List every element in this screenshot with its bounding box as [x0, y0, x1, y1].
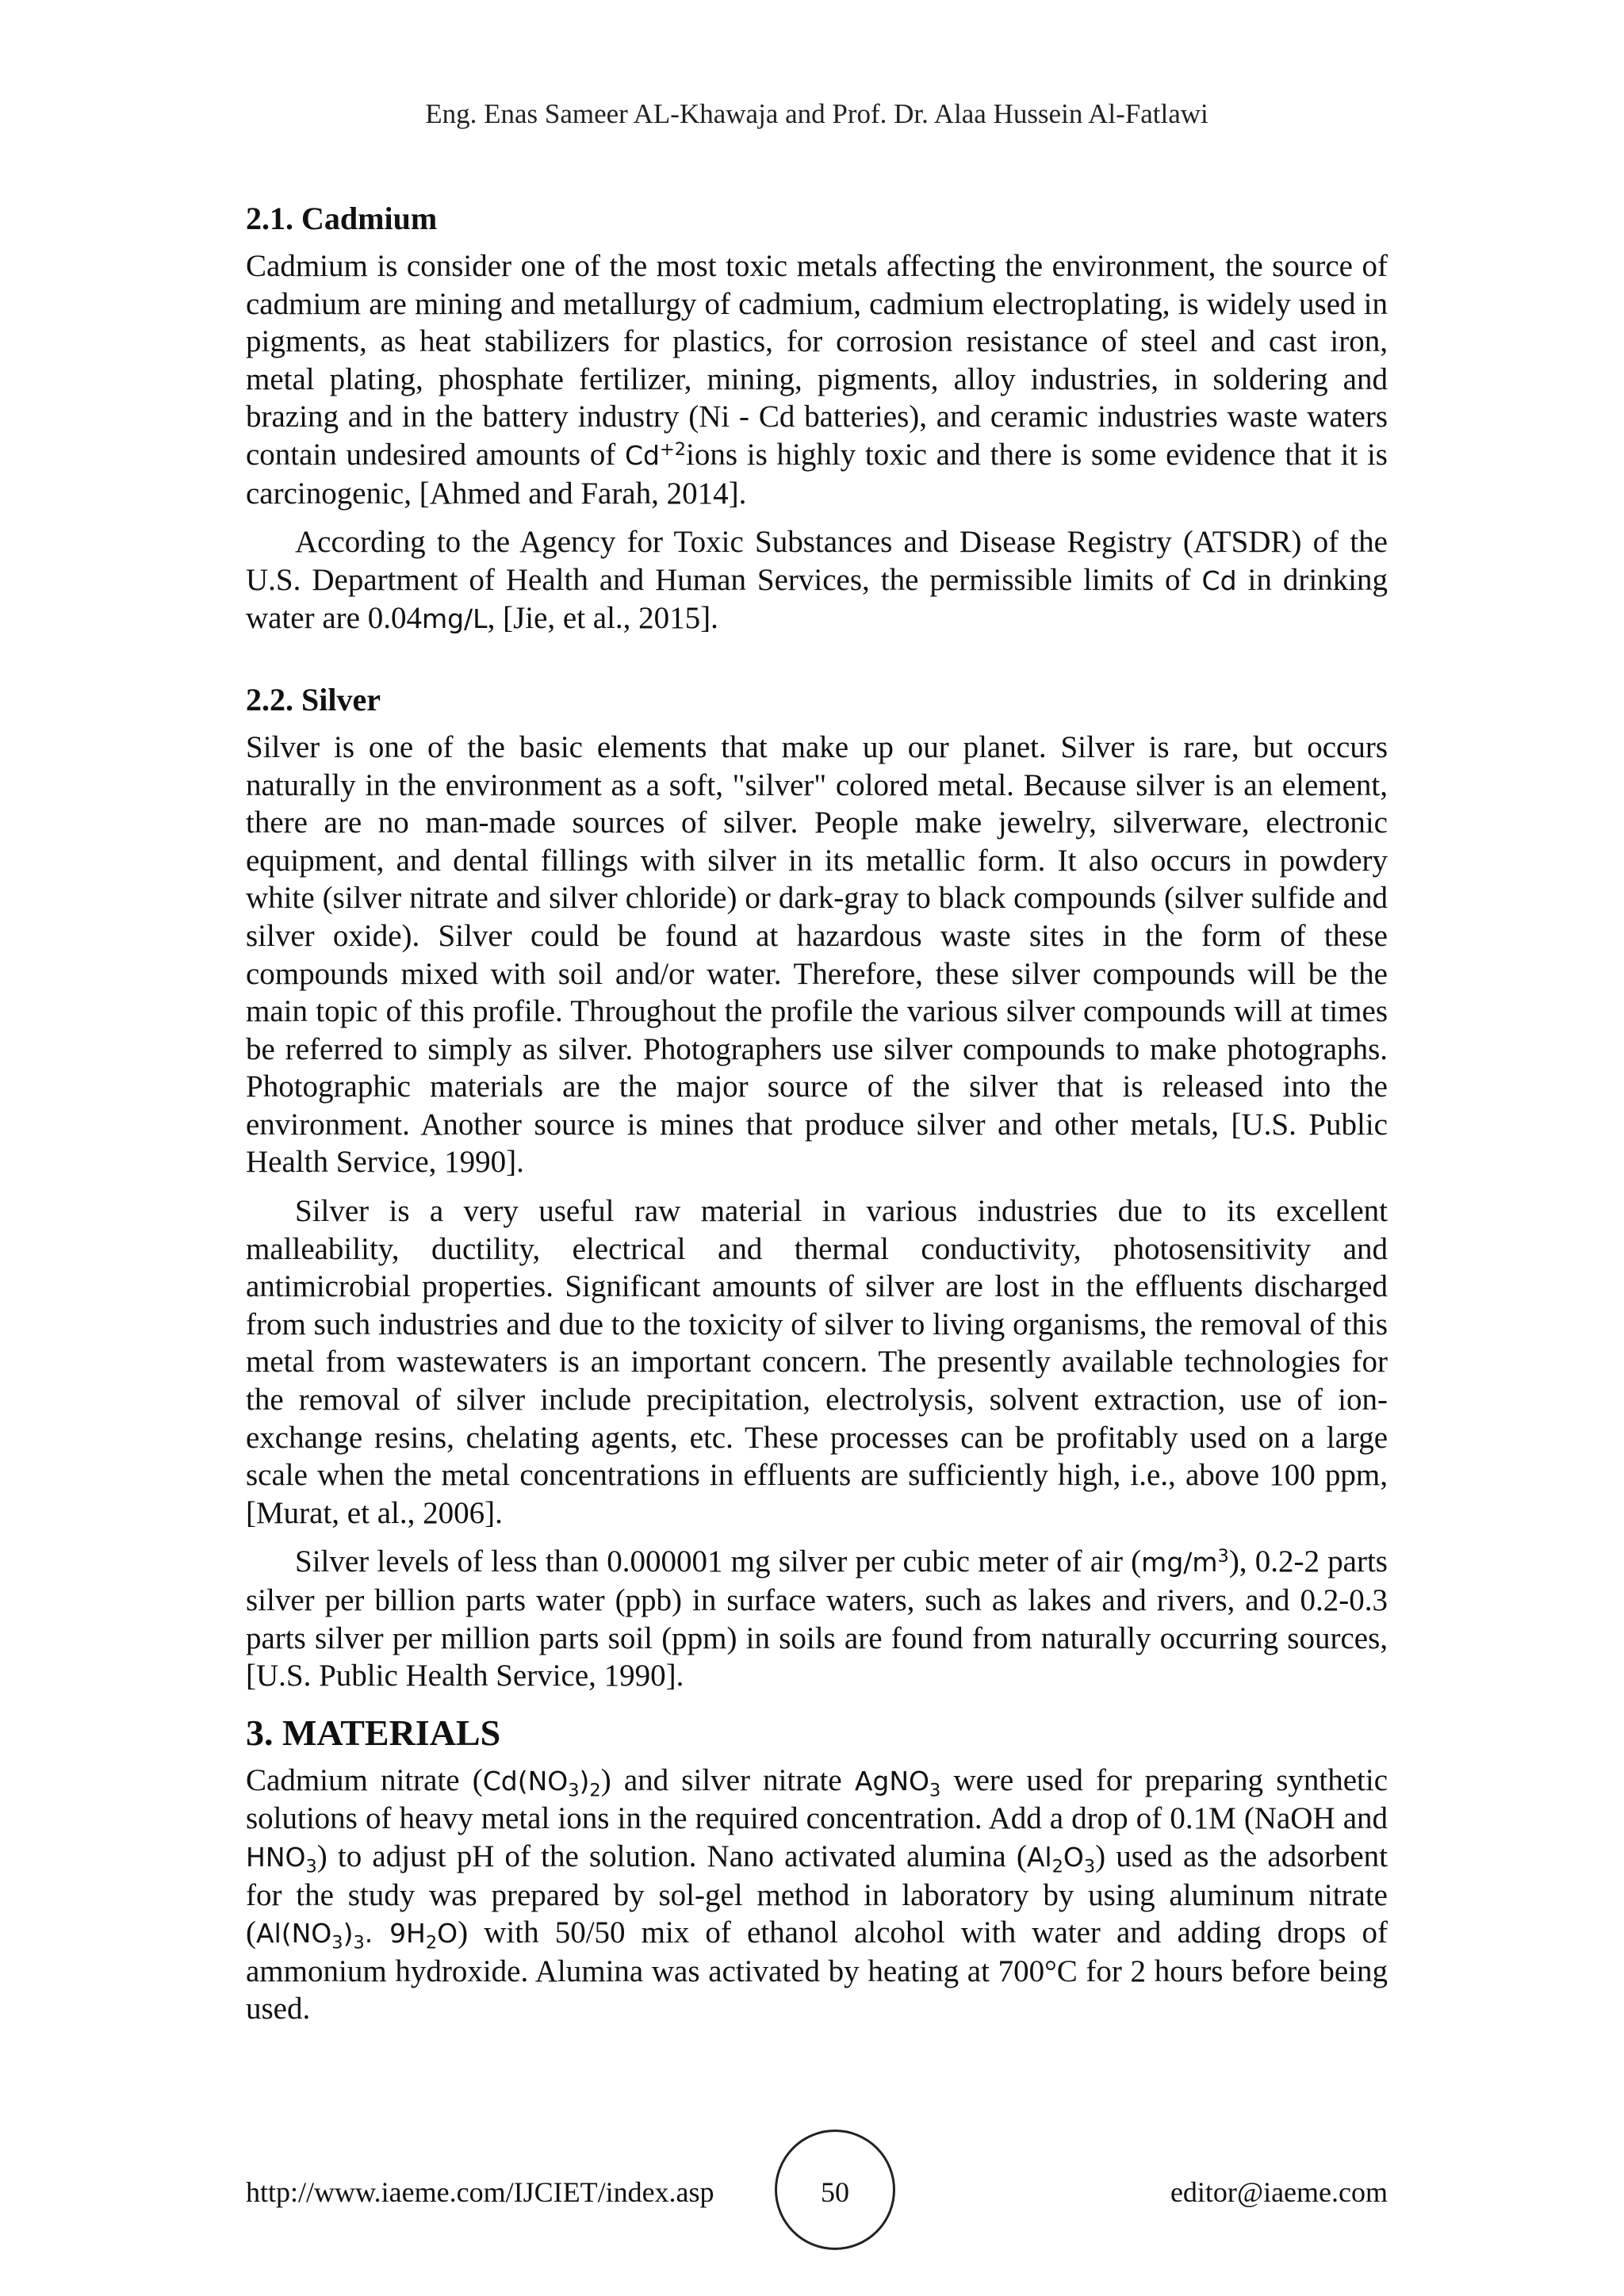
formula-part: O	[437, 1918, 458, 1950]
formula-subscript: 3	[1083, 1856, 1096, 1877]
formula-symbol: Cd	[624, 439, 660, 471]
text-run: ), 0.2-2 parts silver per billion parts water (ppb) in surface waters, such as lakes and rivers, and 0.2-0.3 parts silver per million parts soil (ppm) in soils are found from naturally occurring sources, [U.S. Public Health Service, 1990].	[246, 1544, 1388, 1693]
formula-part: Al	[1026, 1841, 1052, 1873]
formula-subscript: 3	[331, 1932, 343, 1954]
text-run: ) and silver nitrate	[600, 1762, 855, 1797]
paragraph-silver-2: Silver is a very useful raw material in various industries due to its excellent malleability, ductility, electrical and thermal conductivity, photosensitivity and antimicrobial properties. Significant amounts of silver are lost in the effluents discharged from such industries and due to the toxicity of silver to living organisms, the removal of this metal from wastewaters is an important concern. The presently available technologies for the removal of silver include precipitation, electrolysis, solvent extraction, use of ion-exchange resins, chelating agents, etc. These processes can be profitably used on a large scale when the metal concentrations in effluents are sufficiently high, i.e., above 100 ppm, [Murat, et al., 2006].	[246, 1194, 1388, 1530]
paragraph-cadmium-1	[246, 247, 1388, 512]
main-content	[246, 195, 1388, 2039]
section-heading-cadmium: 2.1. Cadmium	[246, 201, 438, 236]
text-run: Cadmium is consider one of the most toxic metals affecting the environment, the source of cadmium are mining and metallurgy of cadmium, cadmium electroplating, is widely used in pigments, as heat stabilizers for plastics, for corrosion resistance of steel and cast iron, metal plating, phosphate fertilizer, mining, pigments, alloy industries, in soldering and brazing and in the battery industry (Ni - Cd batteries), and ceramic industries waste waters contain undesired amounts of	[246, 249, 1388, 472]
formula-part: )	[579, 1765, 590, 1797]
formula-charge: +2	[659, 438, 687, 460]
formula-subscript: 3	[568, 1780, 580, 1801]
paragraph-materials	[246, 1762, 1388, 2028]
text-run: ) with 50/50 mix of ethanol alcohol with water and adding drops of ammonium hydroxide. Alumina was activated by heating at 700°C for 2 hours before being used.	[246, 1915, 1388, 2026]
formula-nitric-acid	[246, 1841, 317, 1877]
formula-part: AgNO	[854, 1765, 930, 1797]
paragraph-cadmium-2	[246, 523, 1388, 638]
footer-url-link[interactable]: http://www.iaeme.com/IJCIET/index.asp	[246, 2176, 714, 2208]
section-heading-materials: 3. MATERIALS	[246, 1712, 501, 1753]
formula-silver-nitrate	[854, 1765, 941, 1801]
footer-email-link[interactable]: editor@iaeme.com	[1170, 2176, 1388, 2208]
formula-subscript: 2	[425, 1932, 438, 1954]
formula-cd: Cd	[1201, 564, 1237, 596]
text-run: in drinking water are 0.04	[246, 562, 1388, 636]
unit-base: mg/m	[1141, 1547, 1218, 1578]
formula-part: Cd(NO	[482, 1765, 569, 1797]
text-run: ) to adjust pH of the solution. Nano activated alumina (	[316, 1839, 1027, 1873]
formula-part: )	[343, 1918, 354, 1950]
section-gap	[246, 649, 1388, 676]
text-run: Silver levels of less than 0.000001 mg silver per cubic meter of air (	[295, 1544, 1142, 1579]
text-run: According to the Agency for Toxic Substances and Disease Registry (ATSDR) of the U.S. Department of Health and Human Services, the permissible limits of	[246, 525, 1388, 597]
running-head: Eng. Enas Sameer AL-Khawaja and Prof. Dr. Alaa Hussein Al-Fatlawi	[425, 98, 1208, 129]
page-number: 50	[821, 2176, 849, 2208]
formula-subscript: 2	[589, 1780, 601, 1801]
formula-part: O	[1063, 1841, 1084, 1873]
formula-alumina	[1026, 1841, 1096, 1877]
text-run: ) used as the adsorbent for the study was prepared by sol-gel method in laboratory by using aluminum nitrate (	[246, 1839, 1388, 1950]
unit-mg-per-m3	[1141, 1547, 1229, 1578]
formula-subscript: 2	[1051, 1856, 1063, 1877]
formula-subscript: 3	[305, 1856, 317, 1877]
formula-part: Al(NO	[256, 1918, 332, 1950]
text-run: Cadmium nitrate (	[246, 1762, 483, 1797]
text-run: were used for preparing synthetic solutions of heavy metal ions in the required concentration. Add a drop of 0.1M (NaOH and	[246, 1762, 1388, 1836]
unit-mg-per-l: mg/L	[421, 603, 488, 635]
text-run: , [Jie, et al., 2015].	[487, 601, 718, 636]
text-run: ions is highly toxic and there is some evidence that it is carcinogenic, [Ahmed and Farah, 2014].	[246, 437, 1388, 511]
formula-cd-ion	[625, 440, 686, 471]
formula-aluminum-nitrate	[256, 1918, 458, 1954]
paragraph-silver-1: Silver is one of the basic elements that make up our planet. Silver is rare, but occurs naturally in the environment as a soft, "silver" colored metal. Because silver is an element, there are no man-made sources of silver. People make jewelry, silverware, electronic equipment, and dental fillings with silver in its metallic form. It also occurs in powdery white (silver nitrate and silver chloride) or dark-gray to black compounds (silver sulfide and silver oxide). Silver could be found at hazardous waste sites in the form of these compounds mixed with soil and/or water. Therefore, these silver compounds will be the main topic of this profile. Throughout the profile the various silver compounds will at times be referred to simply as silver. Photographers use silver compounds to make photographs. Photographic materials are the major source of the silver that is released into the environment. Another source is mines that produce silver and other metals, [U.S. Public Health Service, 1990].	[246, 729, 1388, 1180]
formula-part: . 9H	[364, 1918, 426, 1950]
section-heading-silver: 2.2. Silver	[246, 681, 381, 718]
formula-cadmium-nitrate	[482, 1765, 601, 1801]
formula-subscript: 3	[353, 1932, 365, 1954]
unit-exponent: 3	[1217, 1546, 1229, 1567]
paragraph-silver-3	[246, 1543, 1388, 1694]
formula-subscript: 3	[929, 1780, 941, 1801]
formula-part: HNO	[246, 1841, 306, 1873]
